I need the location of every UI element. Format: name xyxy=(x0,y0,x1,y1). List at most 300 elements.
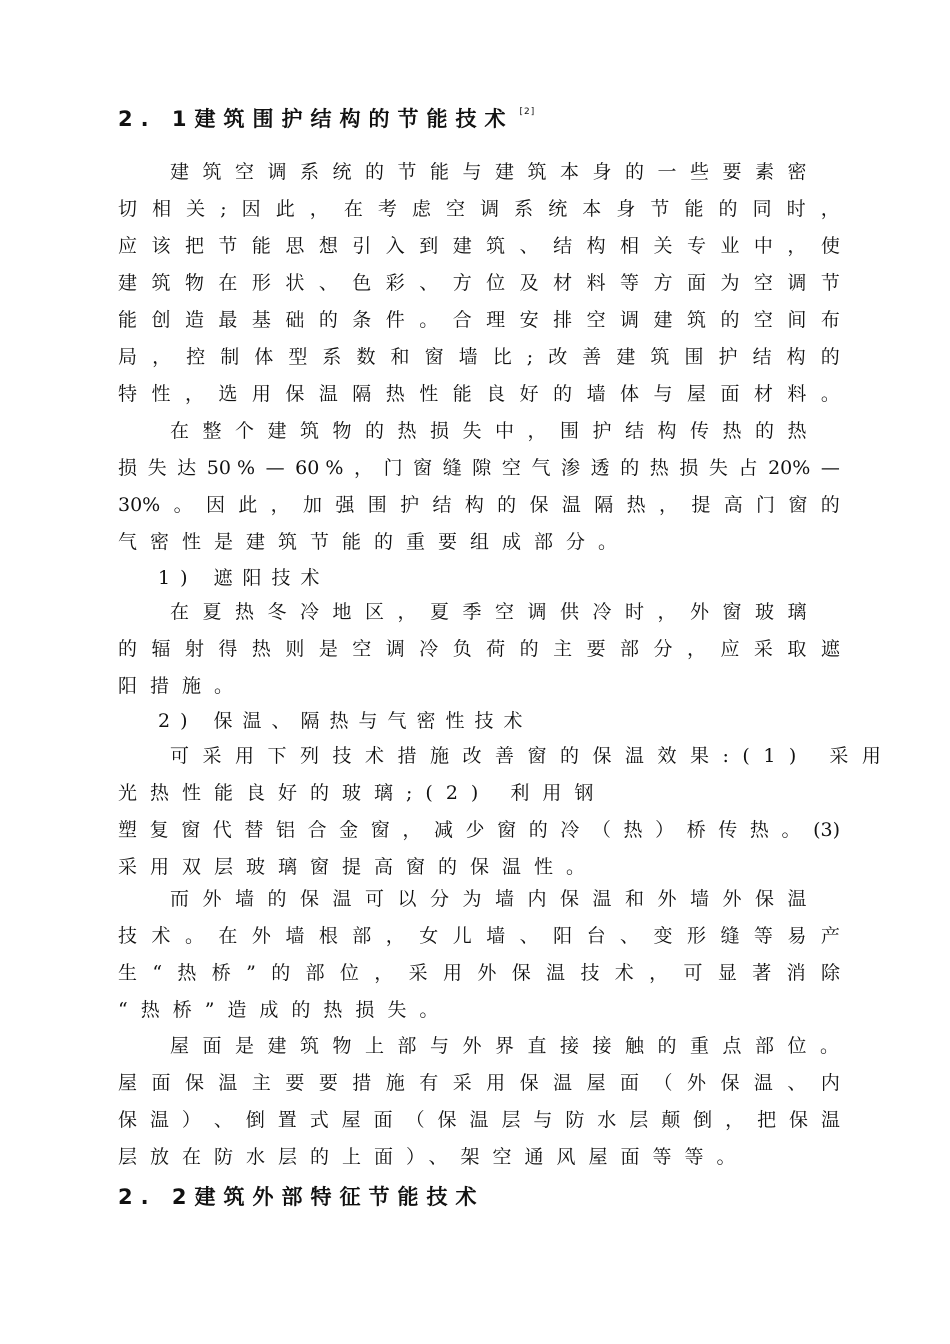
glyph: ; xyxy=(220,198,227,220)
glyph: 调 xyxy=(385,638,405,660)
glyph: 荷 xyxy=(486,638,506,660)
glyph: ， xyxy=(374,962,394,984)
glyph: 部 xyxy=(352,925,372,947)
glyph: 、 xyxy=(519,235,539,257)
glyph: 则 xyxy=(285,638,305,660)
glyph: ） xyxy=(655,819,675,841)
glyph: ， xyxy=(402,819,422,841)
glyph: 墙 xyxy=(458,346,478,368)
glyph: 状 xyxy=(285,272,305,294)
glyph: 面 xyxy=(373,1109,393,1131)
glyph: 儿 xyxy=(452,925,472,947)
glyph: 构 xyxy=(586,235,606,257)
glyph: 护 xyxy=(718,346,738,368)
glyph: 缝 xyxy=(720,925,740,947)
glyph: 中 xyxy=(753,235,773,257)
glyph: ， xyxy=(385,925,405,947)
glyph: 形 xyxy=(686,925,706,947)
glyph: 的 xyxy=(528,819,548,841)
glyph: 温 xyxy=(561,494,581,516)
paragraph-line: “热桥”造成的热损失。 xyxy=(118,999,452,1021)
glyph: 失 xyxy=(147,457,167,479)
glyph: 墙 xyxy=(586,383,606,405)
glyph: 切 xyxy=(118,198,138,220)
glyph: 50 % xyxy=(206,457,256,479)
glyph: 传 xyxy=(718,819,738,841)
glyph: 可 xyxy=(683,962,703,984)
glyph: 的 xyxy=(720,309,740,331)
glyph: 20% xyxy=(768,457,811,479)
glyph: 改 xyxy=(548,346,568,368)
glyph: 达 xyxy=(177,457,197,479)
paragraph-line xyxy=(118,308,840,332)
glyph: 创 xyxy=(151,309,171,331)
glyph: 保 xyxy=(285,383,305,405)
glyph: — xyxy=(265,457,285,479)
glyph: 。 xyxy=(419,309,439,331)
glyph: 虑 xyxy=(411,198,431,220)
glyph: 在 xyxy=(218,925,238,947)
glyph: 结 xyxy=(432,494,452,516)
paragraph-line: 采用双层玻璃窗提高窗的保温性。 xyxy=(118,856,599,878)
glyph: ， xyxy=(820,198,840,220)
glyph: 身 xyxy=(616,198,636,220)
glyph: 有 xyxy=(419,1072,439,1094)
glyph: 倒 xyxy=(245,1109,265,1131)
glyph: 主 xyxy=(251,1072,271,1094)
glyph: 在 xyxy=(343,198,363,220)
glyph: 选 xyxy=(218,383,238,405)
glyph: 应 xyxy=(720,638,740,660)
glyph: 把 xyxy=(184,235,204,257)
glyph: 占 xyxy=(738,457,758,479)
glyph: 热 xyxy=(251,638,271,660)
glyph: 制 xyxy=(220,346,240,368)
glyph: 合 xyxy=(452,309,472,331)
glyph: 窗 xyxy=(424,346,444,368)
subheading-shading: 1) 遮阳技术 xyxy=(158,567,330,589)
glyph: 考 xyxy=(377,198,397,220)
glyph: 外 xyxy=(686,1072,706,1094)
glyph: 的 xyxy=(718,198,738,220)
glyph: 除 xyxy=(820,962,840,984)
glyph: 的 xyxy=(519,638,539,660)
glyph: — xyxy=(820,457,840,479)
glyph: 负 xyxy=(452,638,472,660)
glyph: 温 xyxy=(318,383,338,405)
glyph: 关 xyxy=(653,235,673,257)
glyph: 时 xyxy=(786,198,806,220)
glyph: 用 xyxy=(251,383,271,405)
glyph: 等 xyxy=(620,272,640,294)
glyph: 体 xyxy=(620,383,640,405)
glyph: 置 xyxy=(277,1109,297,1131)
glyph: 控 xyxy=(186,346,206,368)
glyph: 空 xyxy=(446,198,466,220)
glyph: 门 xyxy=(383,457,403,479)
glyph: 的 xyxy=(620,457,640,479)
glyph: 用 xyxy=(486,1072,506,1094)
glyph: 要 xyxy=(586,638,606,660)
glyph: 保 xyxy=(437,1109,457,1131)
glyph: 建 xyxy=(616,346,636,368)
glyph: 调 xyxy=(787,272,807,294)
glyph: 、 xyxy=(620,925,640,947)
glyph: 温 xyxy=(149,1109,169,1131)
paragraph-line xyxy=(118,637,840,661)
glyph: 产 xyxy=(820,925,840,947)
glyph: 墙 xyxy=(486,925,506,947)
glyph: 和 xyxy=(390,346,410,368)
glyph: 体 xyxy=(254,346,274,368)
glyph: 得 xyxy=(218,638,238,660)
paragraph-line: 阳措施。 xyxy=(118,675,247,697)
glyph: 彩 xyxy=(385,272,405,294)
paragraph-line: 气密性是建筑节能的重要组成部分。 xyxy=(118,531,631,553)
glyph: （ xyxy=(591,819,611,841)
glyph: 础 xyxy=(285,309,305,331)
glyph: 构 xyxy=(464,494,484,516)
glyph: 围 xyxy=(367,494,387,516)
glyph: 空 xyxy=(753,309,773,331)
glyph: 节 xyxy=(218,235,238,257)
glyph: 倒 xyxy=(693,1109,713,1131)
glyph: “ xyxy=(152,962,163,984)
glyph: 生 xyxy=(118,962,138,984)
glyph: 方 xyxy=(653,272,673,294)
glyph: 的 xyxy=(820,494,840,516)
glyph: 热 xyxy=(623,819,643,841)
glyph: 防 xyxy=(565,1109,585,1131)
glyph: 窗 xyxy=(413,457,433,479)
glyph: 。 xyxy=(781,819,801,841)
glyph: (3) xyxy=(813,819,840,841)
glyph: 加 xyxy=(303,494,323,516)
glyph: 减 xyxy=(433,819,453,841)
glyph: 空 xyxy=(753,272,773,294)
glyph: 水 xyxy=(597,1109,617,1131)
glyph: 热 xyxy=(749,819,769,841)
glyph: ， xyxy=(309,198,329,220)
glyph: 同 xyxy=(752,198,772,220)
glyph: 的 xyxy=(820,346,840,368)
glyph: 措 xyxy=(352,1072,372,1094)
glyph: 相 xyxy=(620,235,640,257)
glyph: 冷 xyxy=(419,638,439,660)
section-heading-text: 2. 1建筑围护结构的节能技术 xyxy=(118,107,514,131)
glyph: 建 xyxy=(118,272,138,294)
glyph: 。 xyxy=(173,494,193,516)
glyph: 空 xyxy=(352,638,372,660)
glyph: 良 xyxy=(486,383,506,405)
glyph: 比 xyxy=(492,346,512,368)
glyph: 调 xyxy=(620,309,640,331)
glyph: 少 xyxy=(465,819,485,841)
glyph: 门 xyxy=(756,494,776,516)
glyph: 料 xyxy=(586,272,606,294)
glyph: 术 xyxy=(614,962,634,984)
glyph: 隙 xyxy=(472,457,492,479)
glyph: ， xyxy=(353,457,373,479)
glyph: 筑 xyxy=(151,272,171,294)
glyph: 、 xyxy=(318,272,338,294)
glyph: 辐 xyxy=(151,638,171,660)
glyph: 外 xyxy=(251,925,271,947)
glyph: 与 xyxy=(653,383,673,405)
glyph: 热 xyxy=(177,962,197,984)
glyph: 金 xyxy=(339,819,359,841)
glyph: 代 xyxy=(212,819,232,841)
glyph: 要 xyxy=(318,1072,338,1094)
glyph: ， xyxy=(725,1109,745,1131)
glyph: 筑 xyxy=(486,235,506,257)
paragraph-line: 可采用下列技术措施改善窗的保温效果:(1) 采用 xyxy=(170,745,895,767)
glyph: 温 xyxy=(820,1109,840,1131)
glyph: 屋 xyxy=(118,1072,138,1094)
glyph: 条 xyxy=(352,309,372,331)
glyph: 的 xyxy=(118,638,138,660)
glyph: 温 xyxy=(218,1072,238,1094)
glyph: ， xyxy=(686,638,706,660)
glyph: 建 xyxy=(653,309,673,331)
glyph: 采 xyxy=(408,962,428,984)
paragraph-line xyxy=(118,818,840,842)
glyph: 外 xyxy=(477,962,497,984)
glyph: 材 xyxy=(753,383,773,405)
glyph: 引 xyxy=(352,235,372,257)
paragraph-line xyxy=(118,197,840,221)
glyph: 局 xyxy=(118,346,138,368)
glyph: 消 xyxy=(786,962,806,984)
glyph: 面 xyxy=(686,272,706,294)
paragraph-line xyxy=(118,1071,840,1095)
glyph: 内 xyxy=(820,1072,840,1094)
glyph: 专 xyxy=(686,235,706,257)
glyph: 、 xyxy=(787,1072,807,1094)
glyph: （ xyxy=(405,1109,425,1131)
glyph: 结 xyxy=(752,346,772,368)
glyph: 保 xyxy=(511,962,531,984)
glyph: 节 xyxy=(650,198,670,220)
glyph: 调 xyxy=(480,198,500,220)
glyph: 善 xyxy=(582,346,602,368)
glyph: 隔 xyxy=(594,494,614,516)
glyph: 部 xyxy=(305,962,325,984)
glyph: 高 xyxy=(723,494,743,516)
glyph: 把 xyxy=(757,1109,777,1131)
paragraph-line xyxy=(118,493,840,517)
glyph: 构 xyxy=(786,346,806,368)
glyph: ， xyxy=(270,494,290,516)
glyph: 使 xyxy=(820,235,840,257)
glyph: 面 xyxy=(151,1072,171,1094)
glyph: 相 xyxy=(152,198,172,220)
glyph: 业 xyxy=(720,235,740,257)
glyph: 思 xyxy=(285,235,305,257)
paragraph-line xyxy=(118,271,840,295)
glyph: 热 xyxy=(649,457,669,479)
glyph: 采 xyxy=(753,638,773,660)
glyph: 气 xyxy=(531,457,551,479)
glyph: 失 xyxy=(708,457,728,479)
glyph: 温 xyxy=(753,1072,773,1094)
glyph: 铝 xyxy=(275,819,295,841)
glyph: 因 xyxy=(241,198,261,220)
glyph: 理 xyxy=(486,309,506,331)
glyph: 性 xyxy=(151,383,171,405)
glyph: 台 xyxy=(586,925,606,947)
glyph: 术 xyxy=(151,925,171,947)
glyph: 提 xyxy=(691,494,711,516)
glyph: 根 xyxy=(318,925,338,947)
glyph: 物 xyxy=(184,272,204,294)
glyph: 女 xyxy=(419,925,439,947)
glyph: 性 xyxy=(419,383,439,405)
glyph: 型 xyxy=(288,346,308,368)
glyph: 分 xyxy=(653,638,673,660)
glyph: 最 xyxy=(218,309,238,331)
glyph: 本 xyxy=(582,198,602,220)
glyph: 到 xyxy=(419,235,439,257)
glyph: 式 xyxy=(309,1109,329,1131)
glyph: 位 xyxy=(486,272,506,294)
glyph: ） xyxy=(181,1109,201,1131)
glyph: 护 xyxy=(400,494,420,516)
glyph: 应 xyxy=(118,235,138,257)
paragraph-line xyxy=(118,1108,840,1132)
glyph: 取 xyxy=(787,638,807,660)
glyph: 造 xyxy=(184,309,204,331)
glyph: 围 xyxy=(684,346,704,368)
glyph: 屋 xyxy=(341,1109,361,1131)
glyph: 著 xyxy=(752,962,772,984)
glyph: 能 xyxy=(251,235,271,257)
glyph: 温 xyxy=(469,1109,489,1131)
section-heading-2-2: 2. 2建筑外部特征节能技术 xyxy=(118,1185,485,1209)
glyph: 想 xyxy=(318,235,338,257)
glyph: 保 xyxy=(789,1109,809,1131)
glyph: 要 xyxy=(285,1072,305,1094)
glyph: 面 xyxy=(620,1072,640,1094)
glyph: 特 xyxy=(118,383,138,405)
glyph: 隔 xyxy=(352,383,372,405)
glyph: 渗 xyxy=(561,457,581,479)
glyph: 采 xyxy=(452,1072,472,1094)
glyph: 层 xyxy=(629,1109,649,1131)
glyph: 、 xyxy=(213,1109,233,1131)
glyph: 系 xyxy=(514,198,534,220)
glyph: 能 xyxy=(684,198,704,220)
glyph: 在 xyxy=(218,272,238,294)
glyph: 系 xyxy=(322,346,342,368)
glyph: 损 xyxy=(679,457,699,479)
glyph: 为 xyxy=(720,272,740,294)
glyph: 部 xyxy=(620,638,640,660)
glyph: 能 xyxy=(118,309,138,331)
glyph: 安 xyxy=(519,309,539,331)
paragraph-line xyxy=(118,961,840,985)
glyph: 遮 xyxy=(820,638,840,660)
glyph: 与 xyxy=(533,1109,553,1131)
glyph: 料 xyxy=(787,383,807,405)
glyph: 色 xyxy=(352,272,372,294)
glyph: 空 xyxy=(586,309,606,331)
glyph: 窗 xyxy=(788,494,808,516)
glyph: ， xyxy=(184,383,204,405)
glyph: 材 xyxy=(553,272,573,294)
glyph: 缝 xyxy=(442,457,462,479)
glyph: 桥 xyxy=(211,962,231,984)
glyph: 筑 xyxy=(686,309,706,331)
glyph: 窗 xyxy=(181,819,201,841)
glyph: 30% xyxy=(118,494,161,516)
glyph: 透 xyxy=(590,457,610,479)
glyph: ， xyxy=(152,346,172,368)
glyph: 射 xyxy=(184,638,204,660)
glyph: 该 xyxy=(151,235,171,257)
paragraph-line: 层放在防水层的上面）、架空通风屋面等等。 xyxy=(118,1146,749,1168)
glyph: 屋 xyxy=(586,1072,606,1094)
glyph: 间 xyxy=(787,309,807,331)
glyph: 筑 xyxy=(650,346,670,368)
glyph: 窗 xyxy=(370,819,390,841)
glyph: 保 xyxy=(720,1072,740,1094)
glyph: 层 xyxy=(501,1109,521,1131)
glyph: 。 xyxy=(184,925,204,947)
glyph: 阳 xyxy=(553,925,573,947)
glyph: 面 xyxy=(720,383,740,405)
glyph: 强 xyxy=(335,494,355,516)
glyph: 此 xyxy=(275,198,295,220)
glyph: ” xyxy=(246,962,256,984)
glyph: 因 xyxy=(205,494,225,516)
glyph: 等 xyxy=(753,925,773,947)
glyph: 统 xyxy=(548,198,568,220)
glyph: 数 xyxy=(356,346,376,368)
reference-marker: [2] xyxy=(519,107,536,117)
glyph: 显 xyxy=(717,962,737,984)
paragraph-line: 建筑空调系统的节能与建筑本身的一些要素密 xyxy=(170,161,821,183)
glyph: ， xyxy=(787,235,807,257)
glyph: 入 xyxy=(385,235,405,257)
glyph: 的 xyxy=(497,494,517,516)
glyph: 此 xyxy=(238,494,258,516)
glyph: 。 xyxy=(820,383,840,405)
glyph: 的 xyxy=(271,962,291,984)
paragraph-line: 而外墙的保温可以分为墙内保温和外墙外保温 xyxy=(170,888,821,910)
glyph: 温 xyxy=(553,1072,573,1094)
glyph: 排 xyxy=(553,309,573,331)
glyph: 技 xyxy=(118,925,138,947)
glyph: 主 xyxy=(553,638,573,660)
glyph: 空 xyxy=(501,457,521,479)
glyph: 损 xyxy=(118,457,138,479)
glyph: 好 xyxy=(519,383,539,405)
paragraph-line: 在整个建筑物的热损失中，围护结构传热的热 xyxy=(170,420,821,442)
glyph: 变 xyxy=(653,925,673,947)
glyph: 的 xyxy=(553,383,573,405)
glyph: 是 xyxy=(318,638,338,660)
glyph: 颠 xyxy=(661,1109,681,1131)
paragraph-line xyxy=(118,924,840,948)
paragraph-line xyxy=(118,382,840,406)
glyph: 复 xyxy=(149,819,169,841)
glyph: 关 xyxy=(186,198,206,220)
glyph: 能 xyxy=(452,383,472,405)
glyph: 件 xyxy=(385,309,405,331)
glyph: 墙 xyxy=(285,925,305,947)
glyph: 窗 xyxy=(497,819,517,841)
